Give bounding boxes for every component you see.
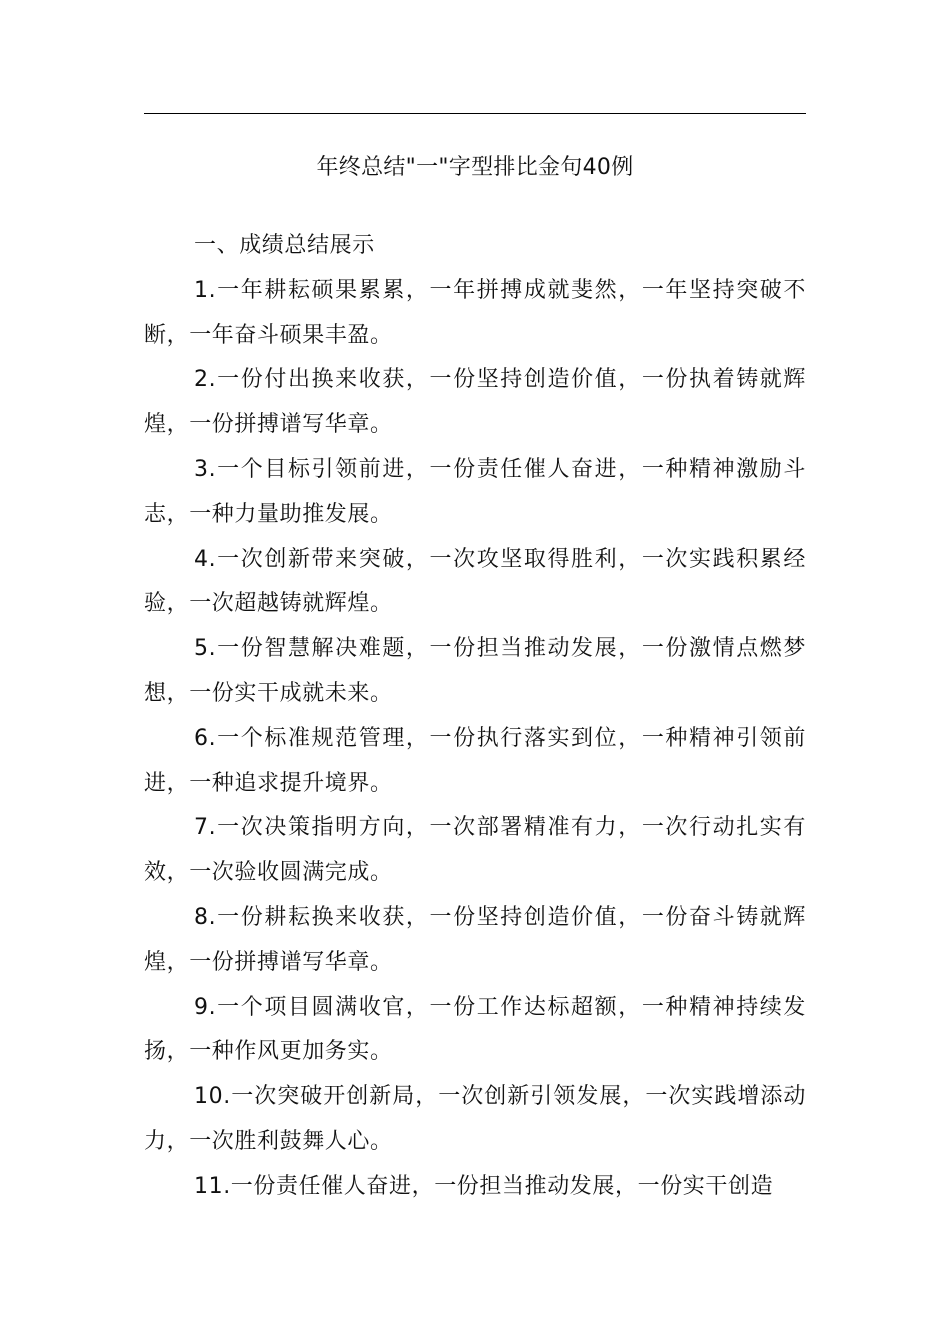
list-item: 2.一份付出换来收获，一份坚持创造价值，一份执着铸就辉煌，一份拼搏谱写华章。 (144, 367, 806, 438)
document-body (144, 224, 806, 1210)
list-item: 5.一份智慧解决难题，一份担当推动发展，一份激情点燃梦想，一份实干成就未来。 (144, 636, 806, 706)
list-item: 11.一份责任催人奋进，一份担当推动发展，一份实干创造 (194, 1173, 774, 1199)
document-title: 年终总结"一"字型排比金句40例 (316, 155, 634, 180)
list-item: 8.一份耕耘换来收获，一份坚持创造价值，一份奋斗铸就辉煌，一份拼搏谱写华章。 (144, 904, 806, 975)
list-item: 4.一次创新带来突破，一次攻坚取得胜利，一次实践积累经验，一次超越铸就辉煌。 (144, 546, 806, 617)
list-item: 7.一次决策指明方向，一次部署精准有力，一次行动扎实有效，一次验收圆满完成。 (144, 815, 806, 886)
list-item: 6.一个标准规范管理，一份执行落实到位，一种精神引领前进，一种追求提升境界。 (144, 725, 806, 796)
list-item: 9.一个项目圆满收官，一份工作达标超额，一种精神持续发扬，一种作风更加务实。 (144, 994, 806, 1065)
list-item: 10.一次突破开创新局，一次创新引领发展，一次实践增添动力，一次胜利鼓舞人心。 (144, 1084, 806, 1154)
section-heading: 一、成绩总结展示 (194, 233, 375, 258)
list-item: 1.一年耕耘硕果累累，一年拼搏成就斐然，一年坚持突破不断，一年奋斗硕果丰盈。 (144, 277, 806, 348)
list-item: 3.一个目标引领前进，一份责任催人奋进，一种精神激励斗志，一种力量助推发展。 (144, 456, 806, 527)
header-rule (144, 113, 806, 114)
